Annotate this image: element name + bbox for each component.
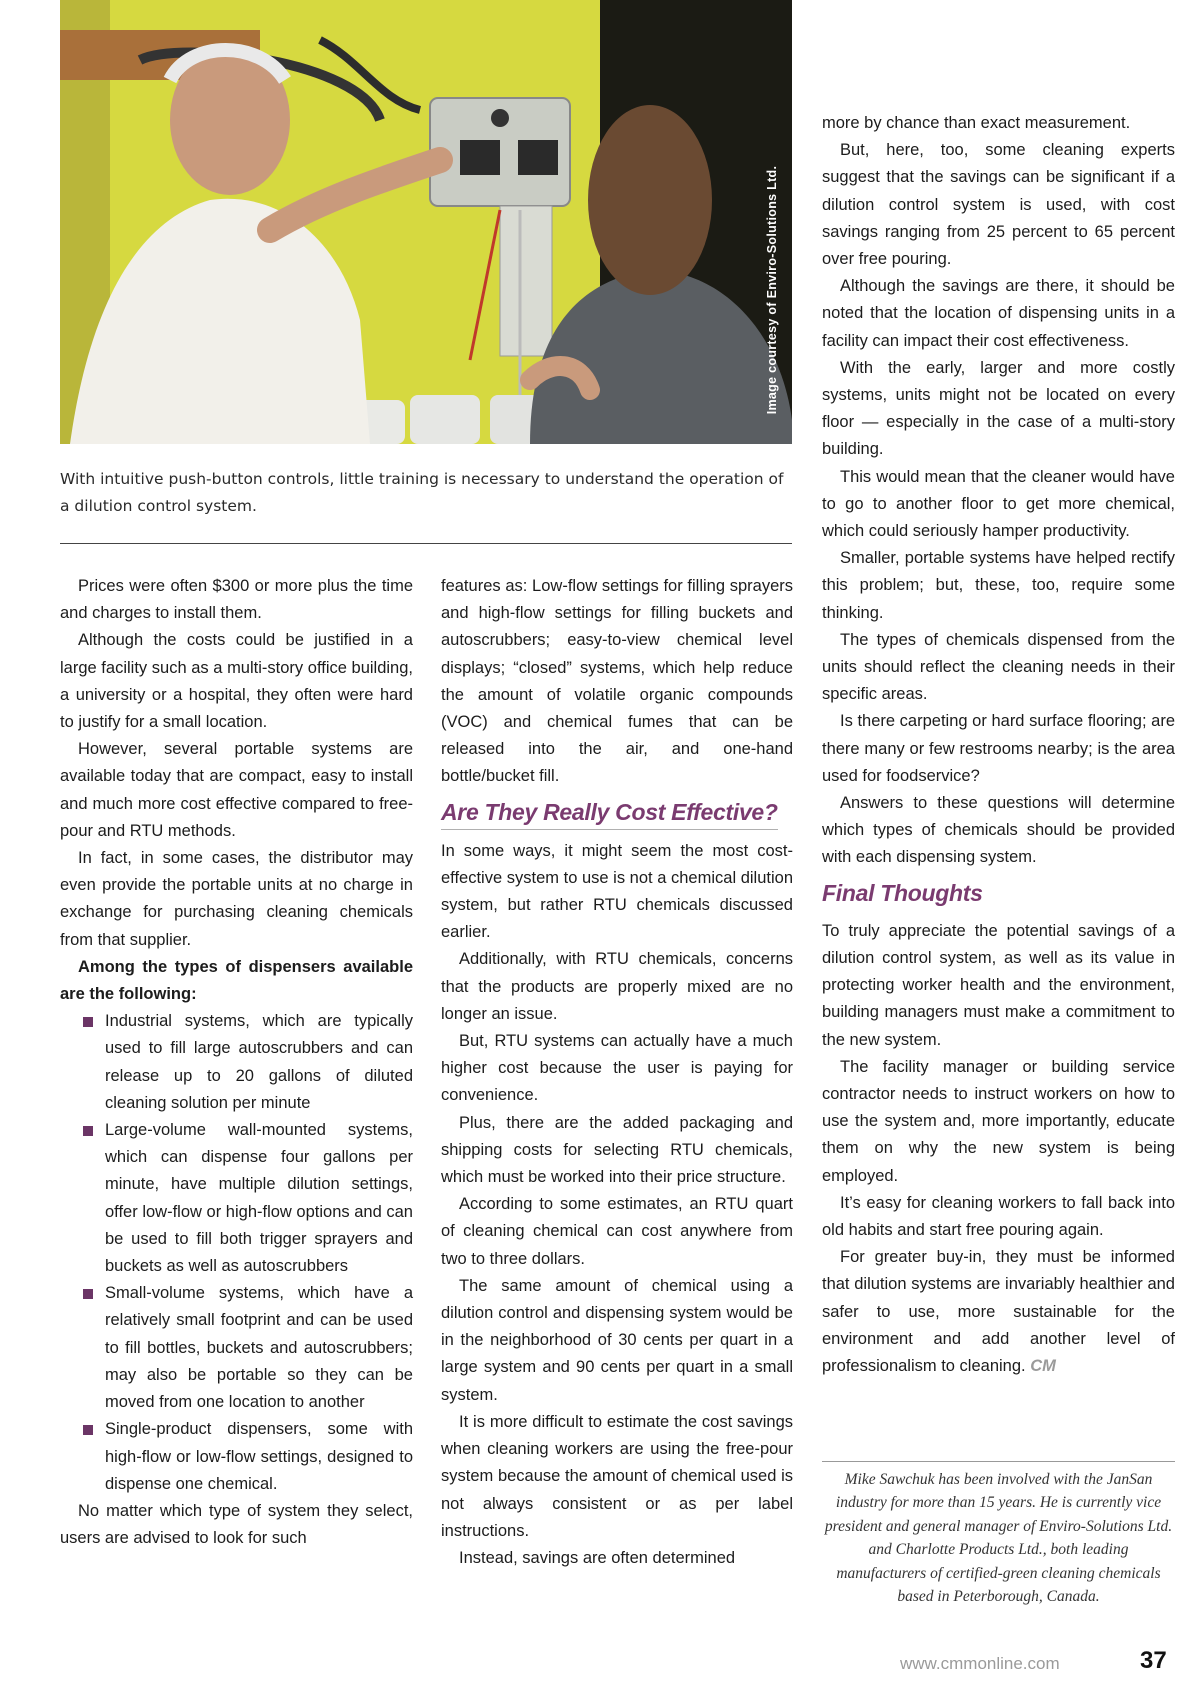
paragraph: In fact, in some cases, the distributor may even provide the portable units at no charge in exchange for purchasing cleaning chemicals from that supplier. <box>60 849 413 949</box>
list-item-text: Large-volume wall-mounted systems, which can dispense four gallons per minute, have multiple dilution settings, offer low-flow or high-flow options and can be used to fill both trigger sprayers and buckets as well as autoscrubbers <box>105 1121 413 1276</box>
paragraph: Plus, there are the added packaging and shipping costs for selecting RTU chemicals, which must be worked into their price structure. <box>441 1113 793 1187</box>
photo-caption: With intuitive push-button controls, little training is necessary to understand the operation of a dilution control system. <box>60 470 784 515</box>
paragraph: The facility manager or building service contractor needs to instruct workers on how to use the system and, more importantly, educate them on why the new system is being employed. <box>822 1057 1175 1185</box>
bio-divider <box>822 1461 1175 1462</box>
paragraph <box>822 1244 1175 1380</box>
paragraph: It’s easy for cleaning workers to fall back into old habits and start free pouring again. <box>822 1193 1175 1239</box>
list-item <box>60 1008 413 1117</box>
list-item <box>60 1416 413 1498</box>
square-bullet-icon <box>83 1425 93 1435</box>
paragraph: Answers to these questions will determine which types of chemicals should be provided with each dispensing system. <box>822 794 1175 867</box>
paragraph: Although the savings are there, it should be noted that the location of dispensing units in a facility can impact their cost effectiveness. <box>822 277 1175 350</box>
paragraph: According to some estimates, an RTU quart of cleaning chemical can cost anywhere from two to three dollars. <box>441 1195 793 1268</box>
paragraph: Is there carpeting or hard surface flooring; are there many or few restrooms nearby; is the area used for foodservice? <box>822 712 1175 785</box>
list-item-text: Single-product dispensers, some with high-flow or low-flow settings, designed to dispense one chemical. <box>105 1420 413 1493</box>
paragraph: This would mean that the cleaner would have to go to another floor to get more chemical, which could seriously hamper productivity. <box>822 467 1175 541</box>
paragraph: The same amount of chemical using a dilution control and dispensing system would be in the neighborhood of 30 cents per quart in a large system and 90 cents per quart in a small system. <box>441 1276 793 1404</box>
column-2 <box>441 573 793 1572</box>
page-number: 37 <box>1140 1647 1167 1674</box>
paragraph: But, here, too, some cleaning experts suggest that the savings can be significant if a dilution control system is used, with cost savings ranging from 25 percent to 65 percent over free pouring. <box>822 141 1175 269</box>
end-mark: CM <box>1030 1356 1056 1375</box>
article-photo <box>60 0 792 444</box>
paragraph: more by chance than exact measurement. <box>822 114 1131 132</box>
photo-credit <box>760 150 784 430</box>
paragraph: However, several portable systems are available today that are compact, easy to install and much more cost effective compared to free-pour and RTU methods. <box>60 740 413 840</box>
paragraph: The types of chemicals dispensed from the units should reflect the cleaning needs in their specific areas. <box>822 630 1175 704</box>
paragraph: To truly appreciate the potential savings of a dilution control system, as well as its value in protecting worker health and the environment, building managers must make a commitment to the new system. <box>822 921 1175 1049</box>
paragraph: features as: Low-flow settings for filling sprayers and high-flow settings for filling buckets and autoscrubbers; easy-to-view chemical level displays; “closed” systems, which help reduce the amount of volatile organic compounds (VOC) and chemical fumes that can be released into the air, and one-hand bottle/bucket fill. <box>441 577 793 786</box>
paragraph: Smaller, portable systems have helped rectify this problem; but, these, too, require some thinking. <box>822 549 1175 622</box>
list-item-text: Industrial systems, which are typically used to fill large autoscrubbers and can release up to 20 gallons of diluted cleaning solution per minute <box>105 1012 413 1112</box>
author-bio: Mike Sawchuk has been involved with the JanSan industry for more than 15 years. He is currently vice president and general manager of Enviro-Solutions Ltd. and Charlotte Products Ltd., both leading manufacturers of certified-green cleaning chemicals based in Peterborough, Canada. <box>824 1471 1173 1606</box>
square-bullet-icon <box>83 1017 93 1027</box>
paragraph: No matter which type of system they select, users are advised to look for such <box>60 1501 413 1548</box>
paragraph: But, RTU systems can actually have a much higher cost because the user is paying for convenience. <box>441 1032 793 1105</box>
list-item <box>60 1117 413 1280</box>
photo-credit-text: Image courtesy of Enviro-Solutions Ltd. <box>765 165 779 415</box>
section-heading-cost-effective: Are They Really Cost Effective? <box>441 797 778 830</box>
dispenser-types-list <box>60 1008 413 1498</box>
photo-illustration <box>60 0 792 444</box>
paragraph: Additionally, with RTU chemicals, concerns that the products are properly mixed are no longer an issue. <box>441 950 793 1023</box>
paragraph: Prices were often $300 or more plus the time and charges to install them. <box>60 577 413 623</box>
column-1 <box>60 573 413 1552</box>
paragraph: With the early, larger and more costly systems, units might not be located on every floor — especially in the case of a multi-story building. <box>822 358 1175 459</box>
paragraph: Although the costs could be justified in a large facility such as a multi-story office building, a university or a hospital, they often were hard to justify for a small location. <box>60 631 413 732</box>
list-item <box>60 1280 413 1416</box>
list-lead-in: Among the types of dispensers available are the following: <box>60 957 413 1004</box>
square-bullet-icon <box>83 1289 93 1299</box>
column-3 <box>822 110 1175 1380</box>
footer-url: www.cmmonline.com <box>900 1654 1060 1673</box>
paragraph: Instead, savings are often determined <box>459 1548 736 1567</box>
caption-divider <box>60 543 792 544</box>
list-item-text: Small-volume systems, which have a relatively small footprint and can be used to fill bottles, buckets and autoscrubbers; may also be portable so they can be moved from one location to another <box>105 1284 413 1412</box>
section-heading-final-thoughts: Final Thoughts <box>822 879 983 906</box>
paragraph: In some ways, it might seem the most cost-effective system to use is not a chemical dilution system, but rather RTU chemicals discussed earlier. <box>441 841 793 942</box>
closing-paragraph-text: For greater buy-in, they must be informed that dilution systems are invariably healthier and safer to use, more sustainable for the environment and add another level of professionalism to cleaning. <box>822 1248 1175 1375</box>
square-bullet-icon <box>83 1126 93 1136</box>
paragraph: It is more difficult to estimate the cost savings when cleaning workers are using the free-pour system because the amount of chemical used is not always consistent or as per label instructions. <box>441 1412 793 1540</box>
